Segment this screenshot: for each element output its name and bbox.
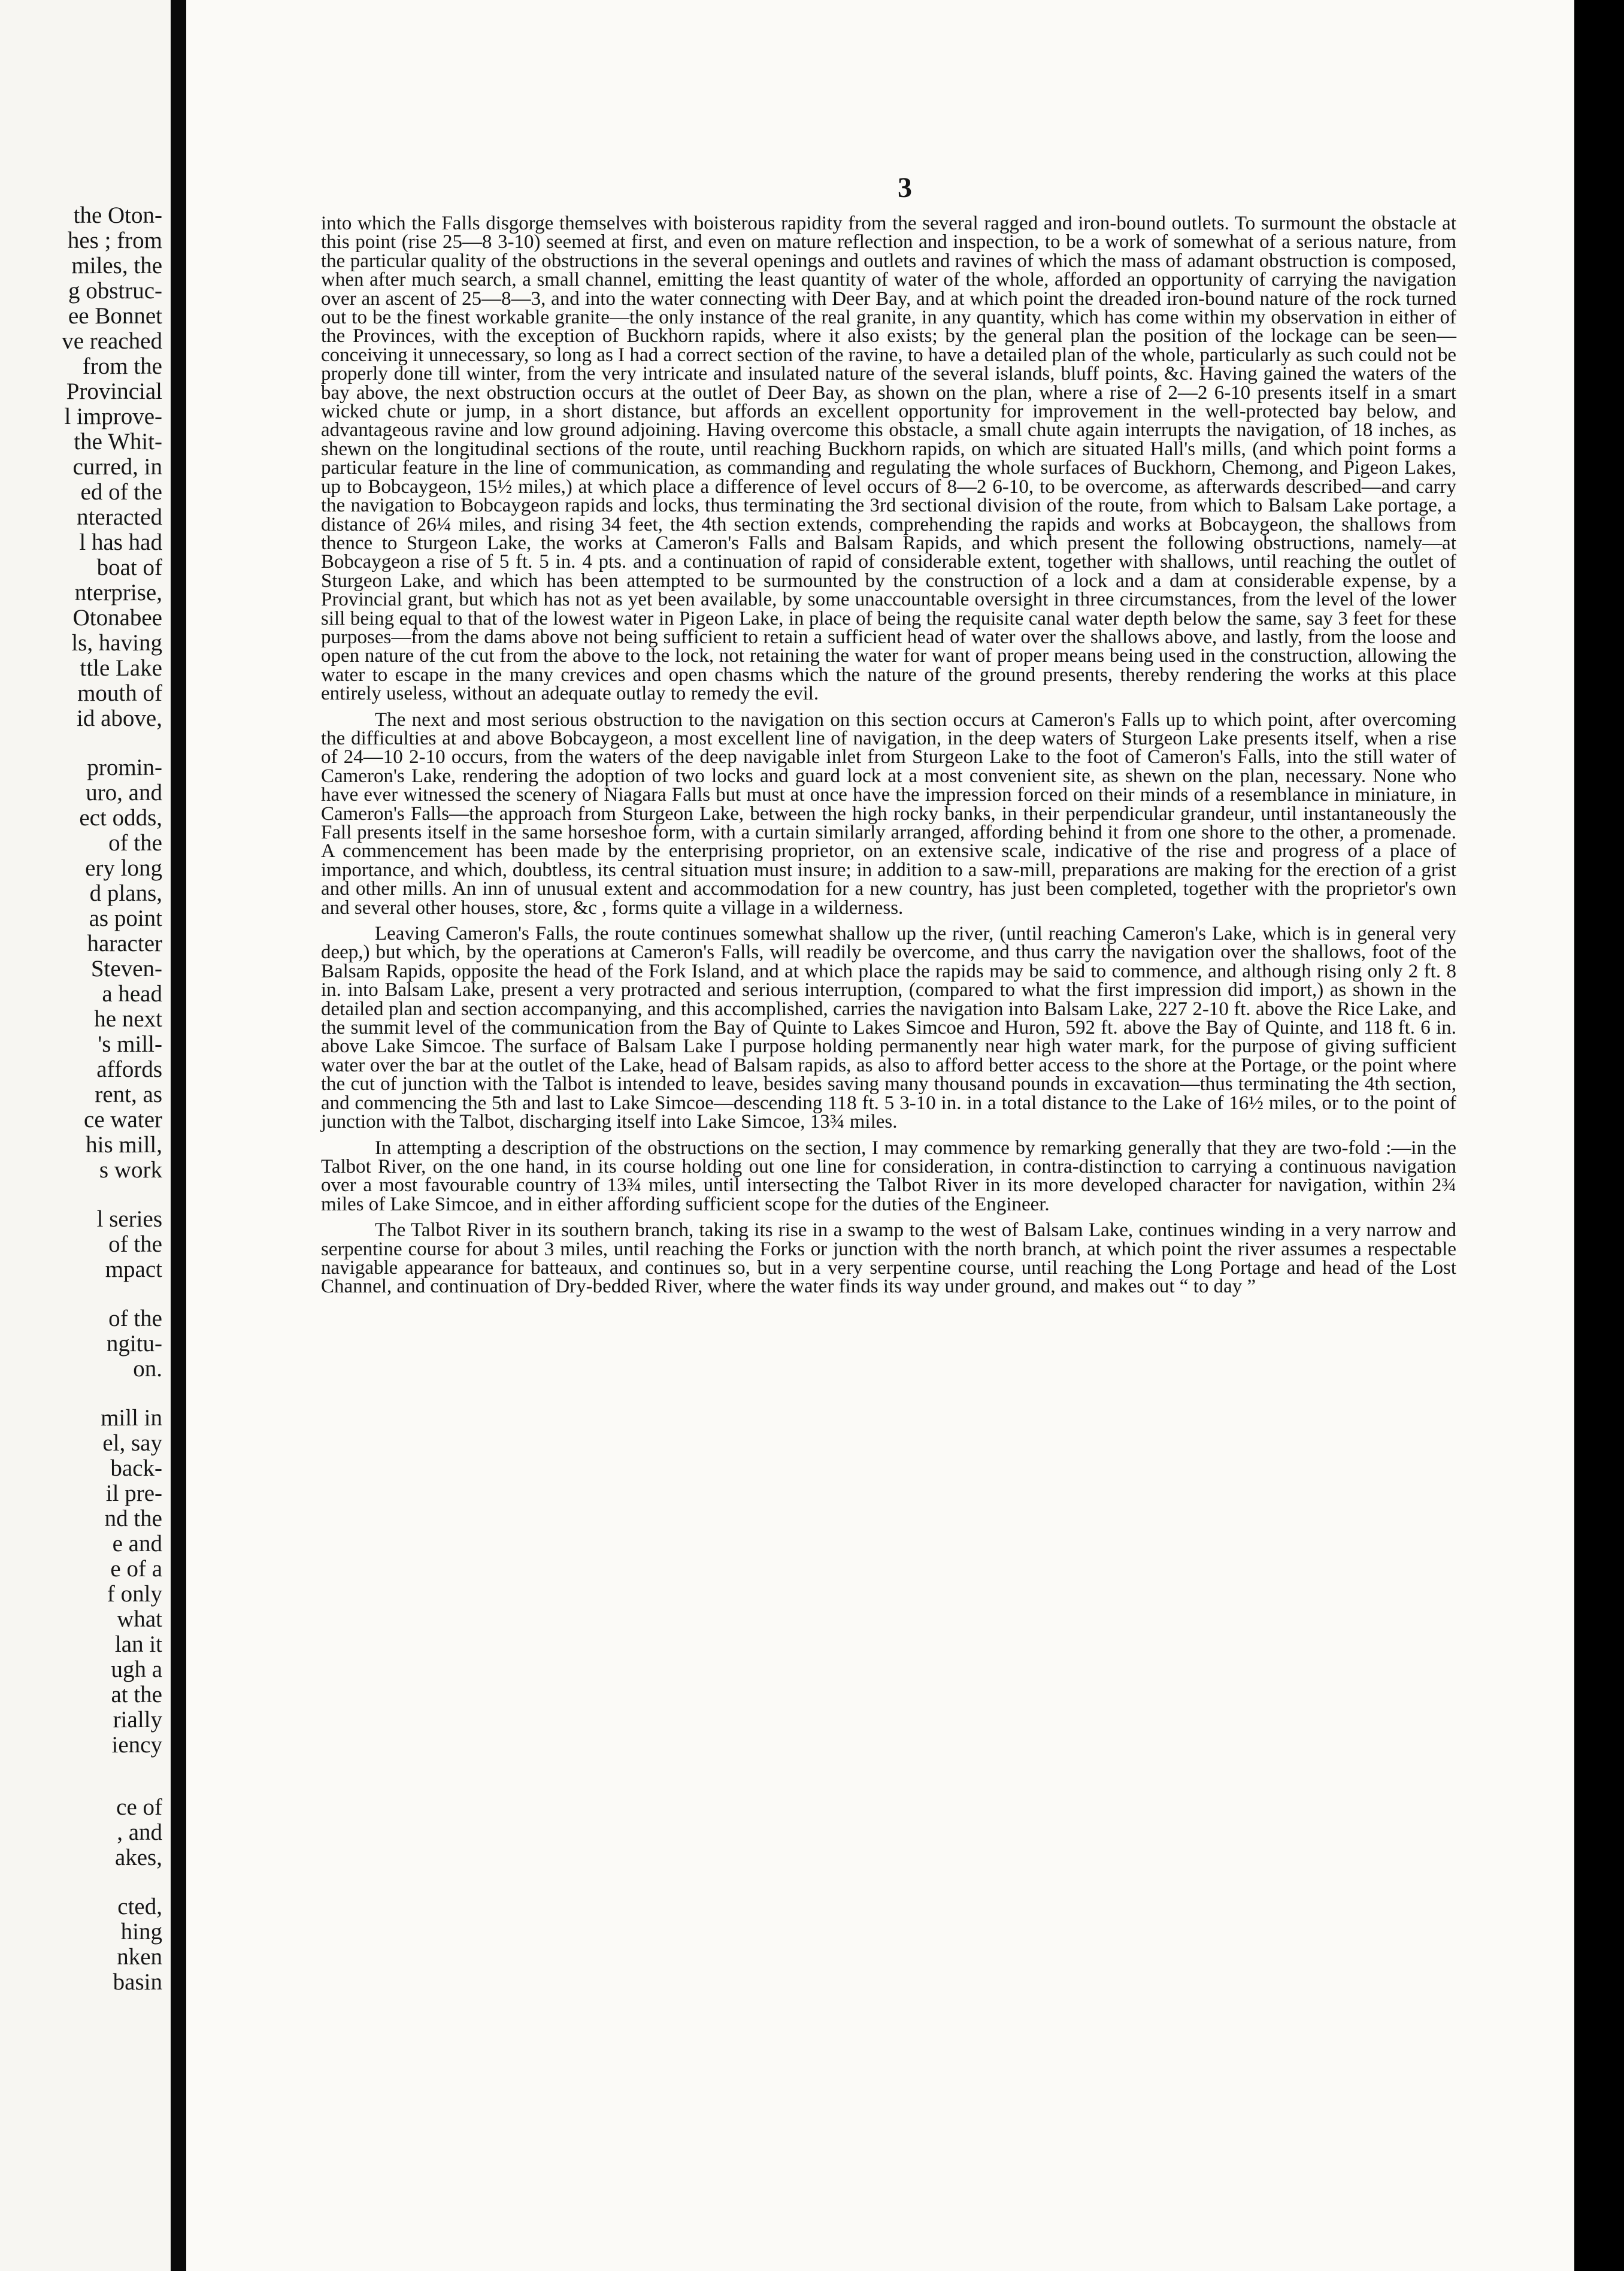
left-page-line: boat of [96, 555, 162, 580]
left-page-line: ery long [85, 855, 162, 881]
left-page-line: of the [108, 830, 162, 856]
left-page-line: ee Bonnet [68, 303, 162, 329]
left-page-line: as point [89, 906, 162, 931]
left-page-line: , and [117, 1819, 162, 1845]
left-page-line: il pre- [105, 1480, 162, 1506]
scan-border [1574, 0, 1624, 2271]
paragraph-3: Leaving Cameron's Falls, the route continues somewhat shallow up the river, (until reaching Cameron's Lake, which is in general very deep,) but which, by the operations at Cameron's Falls, will readily be overcome, and thus carry the navigation over the shallows, foot of the Balsam Rapids, opposite the head of the Fork Island, and at which place the rapids may be said to commence, and although rising only 2 ft. 8 in. into Balsam Lake, present a very protracted and serious interruption, (compared to what the first impression did import,) as shown in the detailed plan and section accompanying, and this accomplished, carries the navigation into Balsam Lake, 227 2-10 ft. above the Rice Lake, and the summit level of the communication from the Bay of Quinte to Lakes Simcoe and Huron, 592 ft. above the Bay of Quinte, and 118 ft. 6 in. above Lake Simcoe. The surface of Balsam Lake I purpose holding permanently near high water mark, for the purpose of giving sufficient water over the bar at the outlet of the Lake, head of Balsam rapids, as also to afford better access to the shore at the Portage, or the point where the cut of junction with the Talbot is intended to leave, besides saving many thousand pounds in excavation—thus terminating the 4th section, and commencing the 5th and last to Lake Simcoe—descending 118 ft. 5 3-10 in. in a total distance to the Lake of 16½ miles, or to the point of junction with the Talbot, discharging itself into Lake Simcoe, 13¾ miles. [321, 923, 1456, 1133]
left-page-line: affords [96, 1056, 162, 1082]
left-page-line: of the [108, 1231, 162, 1257]
left-page-line: lan it [114, 1631, 162, 1657]
left-page-line: g obstruc- [68, 278, 162, 304]
left-page-line: f only [107, 1581, 162, 1607]
left-page-line: a head [102, 981, 162, 1007]
left-page-line: hing [120, 1919, 162, 1945]
left-page-line: cted, [117, 1894, 162, 1919]
left-page-line: rially [113, 1707, 162, 1733]
left-page-line: of the [108, 1306, 162, 1331]
left-page-line: e and [112, 1531, 162, 1557]
paragraph-2: The next and most serious obstruction to the navigation on this section occurs at Cameron's Falls up to which point, after overcoming the difficulties at and above Bobcaygeon, a most excellent line of navigation, in the deep waters of Sturgeon Lake presents itself, when a rise of 24—10 2-10 occurs, from the waters of the deep navigable inlet from Sturgeon Lake to the foot of Cameron's Falls, into the still water of Cameron's Lake, rendering the adoption of two locks and guard lock at a most convenient site, as shewn on the plan, necessary. None who have ever witnessed the scenery of Niagara Falls but must at once have the impression forced on their minds of a resemblance in miniature, in Cameron's Falls—the approach from Sturgeon Lake, between the high rocky banks, in their perpendicular grandeur, until instantaneously the Fall presents itself in the same horseshoe form, with a curtain similarly arranged, affording behind it from one shore to the other, a promenade. A commencement has been made by the enterprising proprietor, on an extensive scale, indicative of the rise and progress of a place of importance, and which, doubtless, its central situation must insure; in addition to a saw-mill, preparations are making for the erection of a grist and other mills. An inn of unusual extent and accommodation for a new country, has just been completed, together with the proprietor's own and several other houses, store, &c , forms quite a village in a wilderness. [321, 708, 1456, 919]
left-page-line: ce of [116, 1794, 162, 1820]
left-page-line: ed of the [80, 479, 162, 505]
left-page-line: rent, as [95, 1082, 162, 1107]
left-page-line: nken [117, 1944, 162, 1970]
left-page-line: at the [111, 1682, 162, 1707]
left-page-line: l series [96, 1206, 162, 1232]
left-page-line: miles, the [71, 253, 162, 278]
left-page-line: nteracted [77, 504, 162, 530]
document-page [186, 0, 1574, 2271]
left-page-line: ttle Lake [80, 655, 162, 681]
left-page-line: akes, [114, 1845, 162, 1870]
left-page-line: on. [133, 1356, 162, 1382]
left-page-line: nd the [104, 1506, 162, 1531]
left-page-line: ls, having [71, 630, 162, 656]
left-page-line: the Oton- [73, 202, 162, 228]
left-page-line: what [117, 1606, 162, 1632]
left-page-line: the Whit- [74, 429, 162, 455]
left-page-line: ugh a [111, 1657, 162, 1682]
left-page-line: he next [94, 1006, 162, 1032]
left-page-line: ect odds, [79, 805, 162, 831]
left-page-line: ve reached [62, 328, 162, 354]
left-page-line: s work [99, 1157, 162, 1183]
left-page-line: id above, [77, 705, 162, 731]
left-page-line: curred, in [72, 454, 162, 480]
left-page-line: Provincial [66, 378, 162, 404]
left-page-line: basin [113, 1969, 162, 1995]
left-page-line: el, say [102, 1430, 162, 1456]
left-page-line: d plans, [89, 880, 162, 906]
paragraph-1: into which the Falls disgorge themselves with boisterous rapidity from the several ragged and iron-bound outlets. To surmount the obstacle at this point (rise 25—8 3-10) seemed at first, and even on mature reflection and inspection, to be a work of somewhat of a serious nature, from the particular quality of the obstructions in the several openings and outlets and ravines of which the mass of adamant obstruction is composed, when after much search, a small channel, emitting the least quantity of water of the whole, afforded an opportunity of carrying the navigation over an ascent of 25—8—3, and into the water connecting with Deer Bay, and at which point the dreaded iron-bound nature of the rock turned out to be the finest workable granite—the only instance of the real granite, in any quantity, which has come within my observation in either of the Provinces, with the exception of Buckhorn rapids, where it also exists; by the general plan the position of the lockage can be seen—conceiving it unnecessary, so long as I had a correct section of the ravine, to have a detailed plan of the whole, particularly as such could not be properly done till winter, from the very intricate and insulated nature of the several islands, bluff points, &c. Having gained the waters of the bay above, the next obstruction occurs at the outlet of Deer Bay, as shown on the plan, where a rise of 2—2 6-10 presents itself in a smart wicked chute or jump, in a short distance, but affords an excellent opportunity for improvement in the well-protected bay below, and advantageous ravine and low ground adjoining. Having overcome this obstacle, a small chute again interrupts the navigation, of 18 inches, as shewn on the longitudinal sections of the route, until reaching Buckhorn rapids, on which are situated Hall's mills, (and which point forms a particular feature in the line of communication, as commanding and regulating the whole surfaces of Buckhorn, Chemong, and Pigeon Lakes, up to Bobcaygeon, 15½ miles,) at which place a difference of level occurs of 8—2 6-10, to be overcome, as afterwards described—and carry the navigation to Bobcaygeon rapids and locks, thus terminating the 3rd sectional division of the route, from which to Balsam Lake portage, a distance of 26¼ miles, and rising 34 feet, the 4th section extends, comprehending the rapids and works at Bobcaygeon, the shallows from thence to Sturgeon Lake, the works at Cameron's Falls and Balsam Rapids, and which present the following obstructions, namely—at Bobcaygeon a rise of 5 ft. 5 in. 4 pts. and a continuation of rapid of considerable extent, together with shallows, until reaching the outlet of Sturgeon Lake, and which has been attempted to be surmounted by the construction of a lock and a dam at considerable expense, by a Provincial grant, but which has not as yet been available, by some unaccountable oversight in three circumstances, from the level of the lower sill being equal to that of the lowest water in Pigeon Lake, in place of being the requisite canal water depth below the same, say 3 feet for these purposes—from the dams above not being sufficient to retain a sufficient head of water over the shallows above, and lastly, from the loose and open nature of the cut from the above to the lock, not retaining the water for want of proper means being used in the construction, allowing the water to escape in the many crevices and open chasms which the nature of the ground presents, thereby rendering the works at this place entirely useless, without an adequate outlay to remedy the evil. [321, 213, 1456, 705]
left-page-line: mouth of [77, 680, 162, 706]
left-page-fragment [0, 0, 171, 2271]
left-page-line: hes ; from [67, 228, 162, 253]
left-page-line: from the [82, 353, 162, 379]
left-page-line: his mill, [86, 1132, 162, 1158]
left-page-line: e of a [110, 1556, 162, 1582]
left-page-line: Steven- [90, 956, 162, 982]
paragraph-5: The Talbot River in its southern branch, taking its rise in a swamp to the west of Balsam Lake, continues winding in a very narrow and serpentine course for about 3 miles, until reaching the Forks or junction with the north branch, at which point the river assumes a respectable navigable appearance for batteaux, and continues so, but in a very serpentine course, until reaching the Long Portage and head of the Lost Channel, and continuation of Dry-bedded River, where the water finds its way under ground, and makes out “ to day ” [321, 1219, 1456, 1298]
left-page-line: mpact [105, 1256, 162, 1282]
left-page-line: 's mill- [98, 1031, 162, 1057]
left-page-line: nterprise, [74, 580, 162, 605]
left-page-line: Otonabee [72, 605, 162, 631]
left-page-line: uro, and [86, 780, 162, 806]
body-text [321, 214, 1456, 1297]
page-gutter [171, 0, 186, 2271]
left-page-line: l improve- [64, 404, 162, 429]
page-number: 3 [898, 172, 912, 204]
left-page-line: iency [111, 1732, 162, 1758]
left-page-line: promin- [87, 755, 162, 780]
left-page-line: back- [110, 1455, 162, 1481]
left-page-line: haracter [87, 931, 162, 956]
left-page-line: mill in [101, 1405, 162, 1431]
left-page-line: ce water [84, 1107, 162, 1133]
paragraph-4: In attempting a description of the obstructions on the section, I may commence by remarking generally that they are two-fold :—in the Talbot River, on the one hand, in its course holding out one line for consideration, in contra-distinction to carrying a continuous navigation over a most favourable country of 13¾ miles, until intersecting the Talbot River in its more developed character for navigation, within 2¾ miles of Lake Simcoe, and in either affording sufficient scope for the duties of the Engineer. [321, 1137, 1456, 1215]
left-page-line: ngitu- [106, 1331, 162, 1356]
left-page-line: l has had [79, 529, 162, 555]
